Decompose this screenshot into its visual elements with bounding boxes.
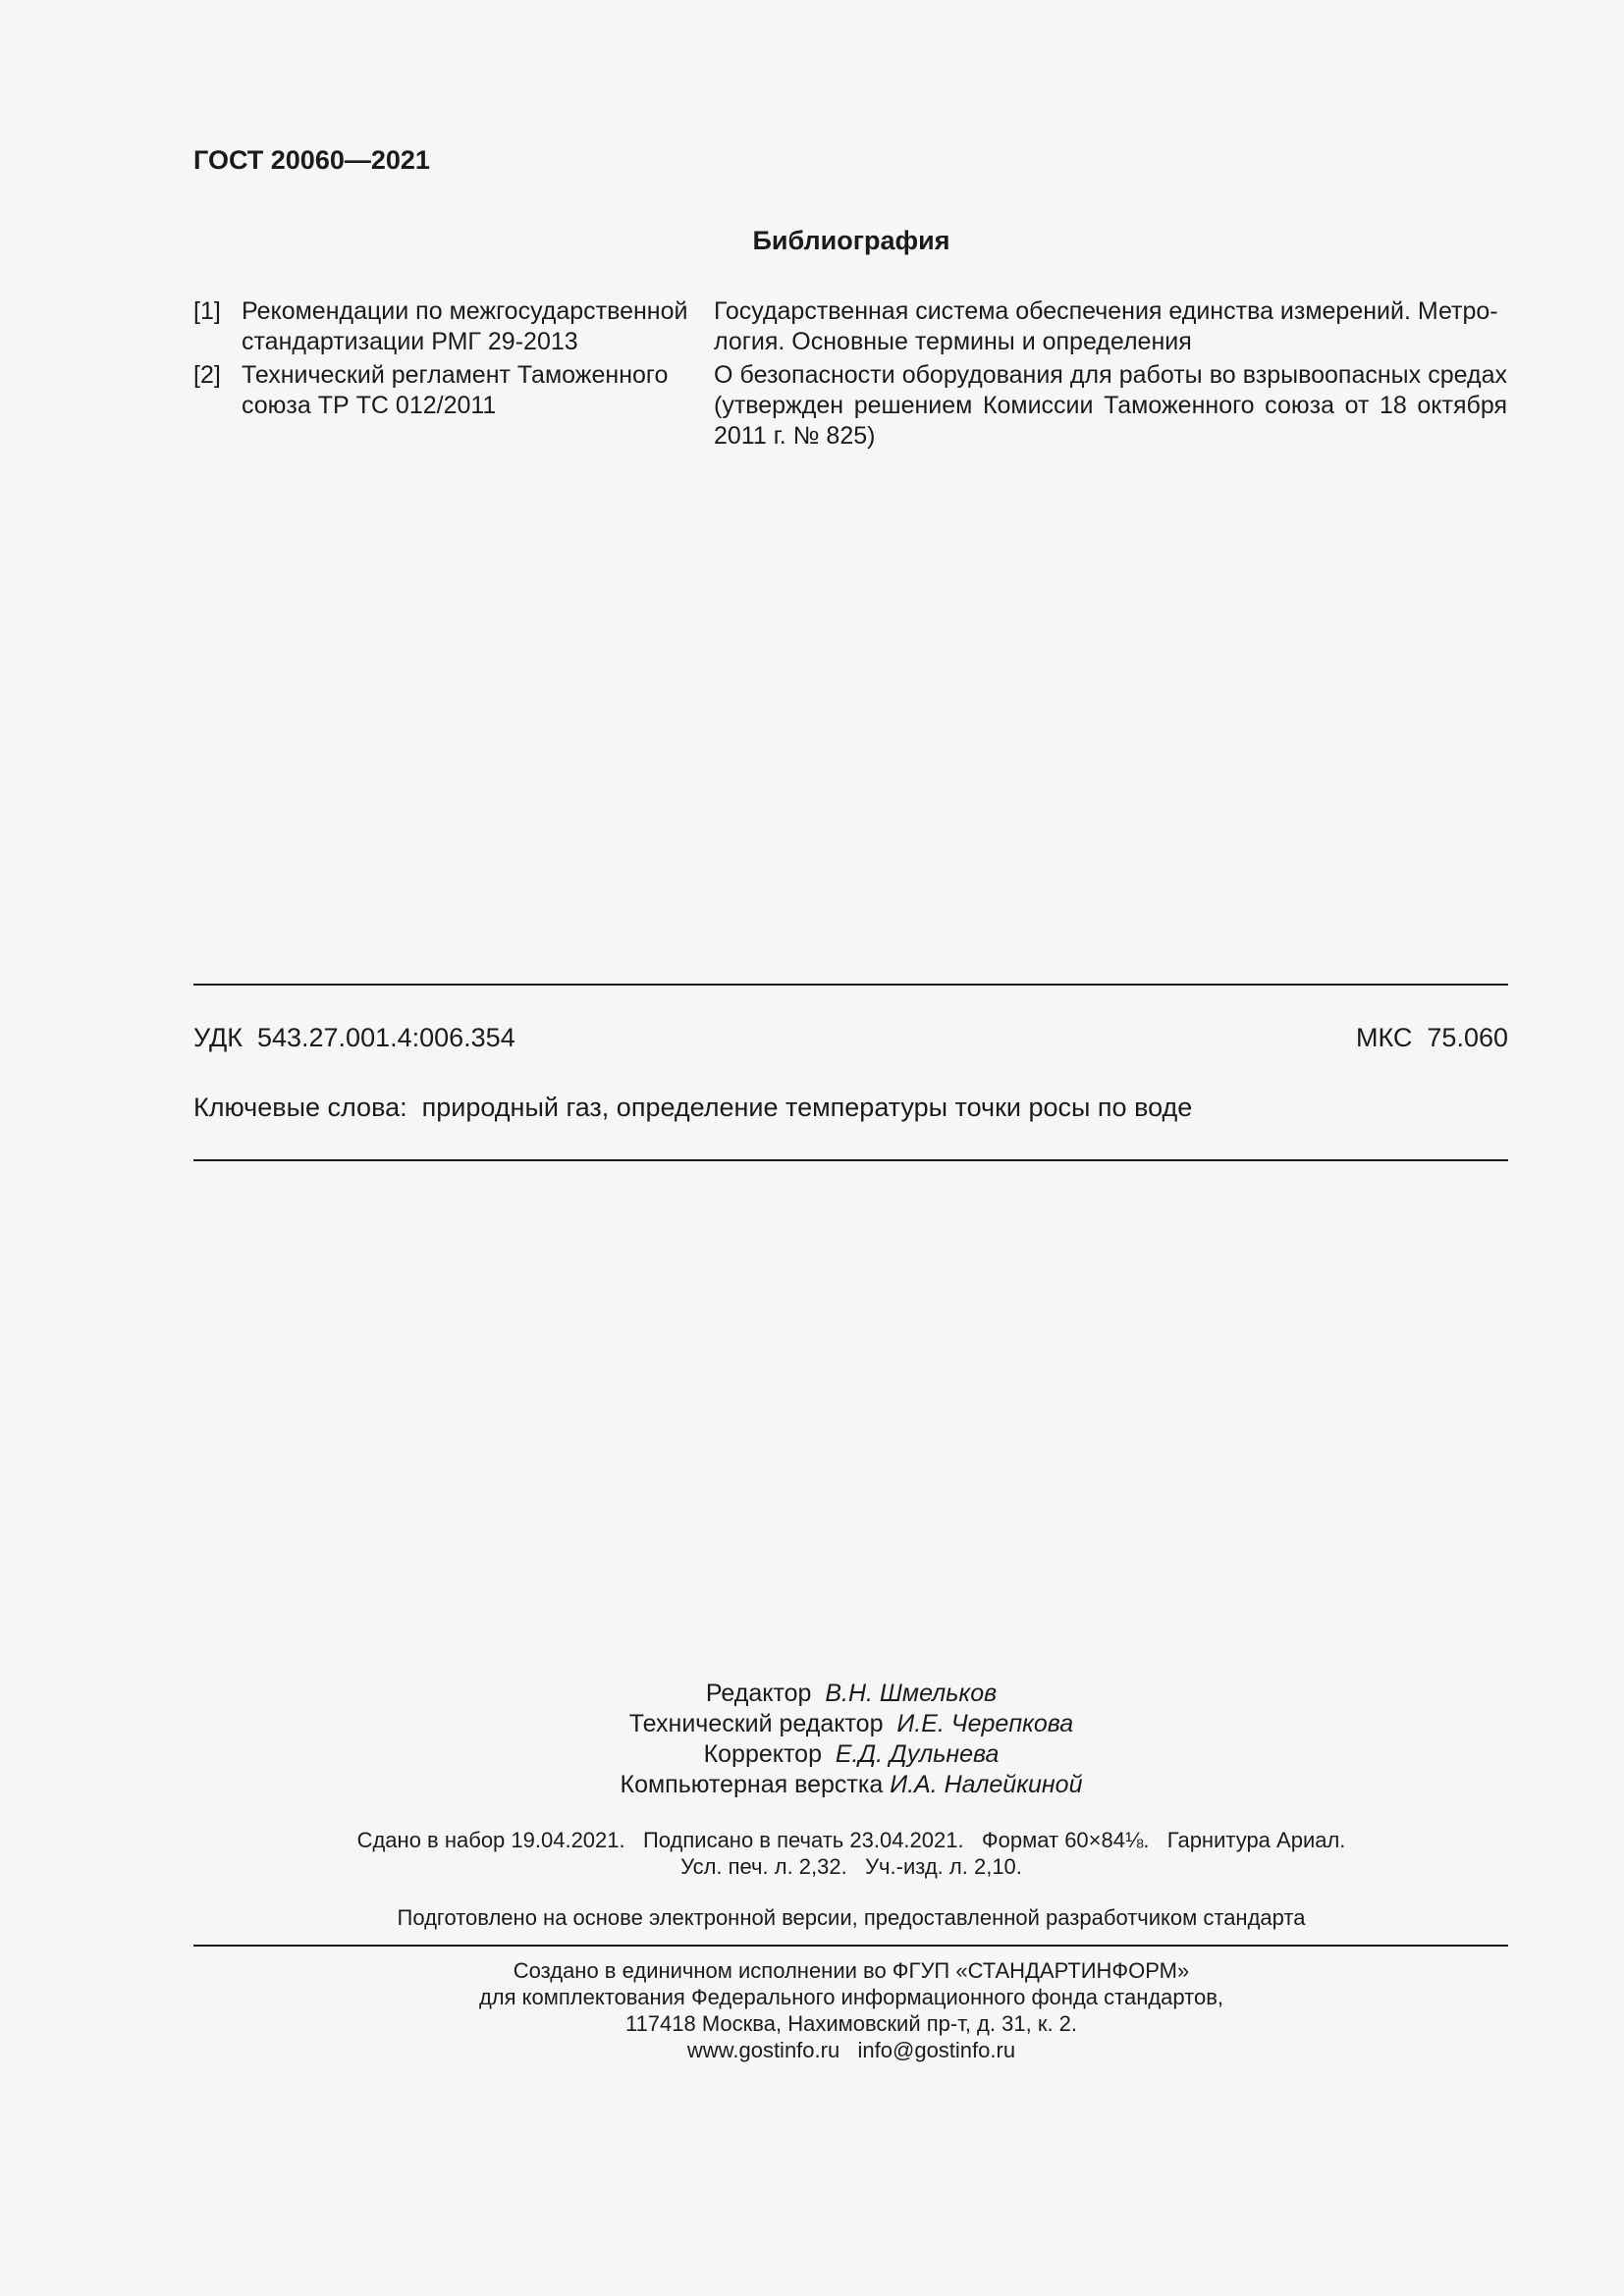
mks-value: 75.060 [1427,1023,1508,1052]
divider-line [193,984,1508,986]
credit-proofreader [0,1739,1624,1770]
entry-description: О безопасности оборудования для работы во взрывоопасных средах (утвержден решением Комиссии Таможенного союза от 18 октября 2011 г. № 825) [714,361,1507,450]
credit-role: Компьютерная верстка [620,1771,884,1798]
divider-line [193,1159,1508,1161]
publisher-line: Создано в единичном исполнении во ФГУП «СТАНДАРТИНФОРМ» [513,1958,1190,1983]
keywords-label: Ключевые слова: [193,1093,407,1122]
document-id-header: ГОСТ 20060—2021 [193,145,430,175]
mks-label: МКС [1355,1023,1413,1052]
credit-role: Редактор [705,1680,812,1707]
udk-value: 543.27.001.4:006.354 [256,1023,515,1052]
bibliography-entry [193,360,1507,454]
print-info-line: Усл. печ. л. 2,32. Уч.-изд. л. 2,10. [680,1854,1022,1879]
entry-number: [1] [193,297,221,325]
publisher-address: 117418 Москва, Нахимовский пр-т, д. 31, к. 2. [624,2011,1078,2036]
credit-editor [0,1679,1624,1709]
bibliography-title: Библиография [752,226,950,255]
divider-line [193,1945,1508,1947]
keywords-value: природный газ, определение температуры точки росы по воде [421,1093,1193,1122]
credit-name: В.Н. Шмельков [825,1680,998,1707]
entry-document: Технический регламент Таможенного союза ТР ТС 012/2011 [242,361,669,419]
credit-name: И.Е. Черепкова [896,1710,1074,1737]
prepared-note: Подготовлено на основе электронной версии, предоставленной разработчиком стандарта [397,1905,1306,1930]
credit-name: Е.Д. Дульнева [835,1740,1000,1768]
udk-code [193,1023,515,1053]
entry-document: Рекомендации по межгосударственной стандартизации РМГ 29-2013 [242,297,688,355]
credit-layout [0,1770,1624,1800]
entry-description: Государственная система обеспечения единства измерений. Метро- логия. Основные термины и определения [714,297,1498,355]
keywords [193,1093,1192,1123]
publisher-contacts: www.gostinfo.ru info@gostinfo.ru [686,2038,1016,2062]
entry-number: [2] [193,361,221,389]
bibliography-entry [193,296,1507,359]
credit-technical-editor [0,1709,1624,1739]
credit-role: Корректор [703,1740,822,1768]
mks-code [1356,1023,1508,1053]
udk-label: УДК [193,1023,243,1052]
publisher-line: для комплектования Федерального информационного фонда стандартов, [478,1985,1224,2009]
credit-name: И.А. Налейкиной [890,1771,1083,1798]
print-info-line: Сдано в набор 19.04.2021. Подписано в печать 23.04.2021. Формат 60×84⅛. Гарнитура Ариал. [356,1828,1346,1852]
credit-role: Технический редактор [628,1710,884,1737]
